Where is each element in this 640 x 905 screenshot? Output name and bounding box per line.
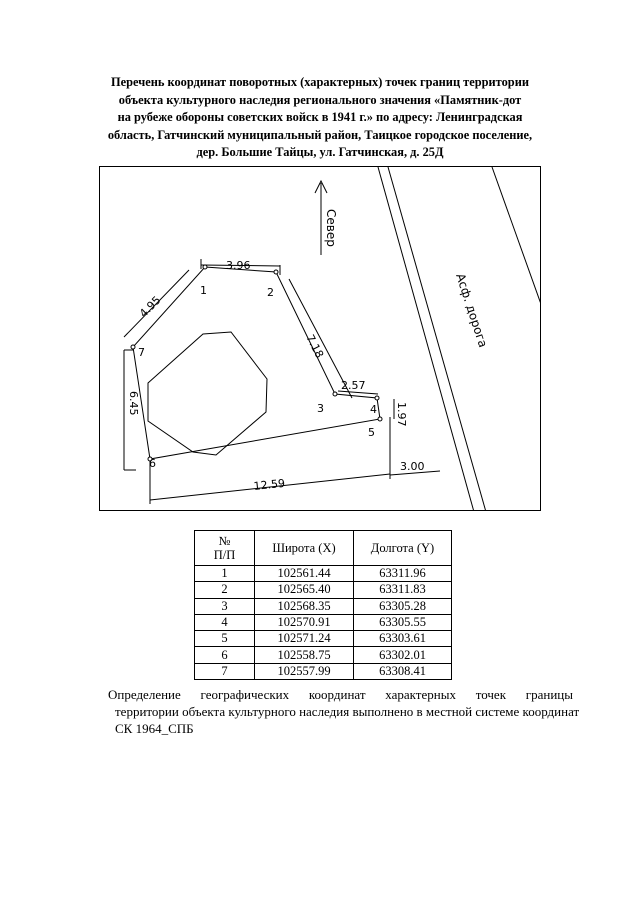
point-5-marker <box>378 417 382 421</box>
cell-latitude: 102558.75 <box>255 647 354 663</box>
title-line-4: область, Гатчинский муниципальный район, Таицкое городское поселение, <box>107 127 533 142</box>
cell-number: 1 <box>195 566 255 582</box>
cell-latitude: 102570.91 <box>255 614 354 630</box>
point-label-4: 4 <box>370 403 377 416</box>
cell-number: 6 <box>195 647 255 663</box>
cell-longitude: 63311.96 <box>354 566 452 582</box>
cell-number: 7 <box>195 663 255 679</box>
cell-number: 2 <box>195 582 255 598</box>
cell-longitude: 63305.28 <box>354 598 452 614</box>
cell-longitude: 63302.01 <box>354 647 452 663</box>
table-row <box>195 582 452 598</box>
cell-number: 5 <box>195 631 255 647</box>
cell-latitude: 102557.99 <box>255 663 354 679</box>
header-number-label: П/П <box>213 548 236 562</box>
table-row <box>195 631 452 647</box>
cell-longitude: 63305.55 <box>354 614 452 630</box>
road-edge-right <box>492 167 541 307</box>
cell-latitude: 102561.44 <box>255 566 354 582</box>
point-label-6: 6 <box>149 457 156 470</box>
point-label-2: 2 <box>267 286 274 299</box>
road-label: Асф. дорога <box>453 271 491 350</box>
table-header-row <box>195 531 452 566</box>
point-label-3: 3 <box>317 402 324 415</box>
cell-longitude: 63303.61 <box>354 631 452 647</box>
point-4-marker <box>375 396 379 400</box>
title-line-5: дер. Большие Тайцы, ул. Гатчинская, д. 25Д <box>196 145 444 159</box>
cell-longitude: 63311.83 <box>354 582 452 598</box>
table-row <box>195 614 452 630</box>
cell-latitude: 102565.40 <box>255 582 354 598</box>
point-2-marker <box>274 270 278 274</box>
document-title <box>60 74 580 162</box>
point-1-marker <box>203 265 207 269</box>
road-edge-left <box>378 167 474 511</box>
coordinates-table <box>194 530 452 680</box>
table-row <box>195 598 452 614</box>
header-number-symbol: № <box>218 534 231 548</box>
dim-label-5: 3.00 <box>400 460 425 473</box>
dim-label-34: 2.57 <box>341 379 366 392</box>
title-line-1: Перечень координат поворотных (характерных) точек границ территории <box>111 75 529 89</box>
site-plan <box>99 166 541 511</box>
point-7-marker <box>131 345 135 349</box>
point-label-1: 1 <box>200 284 207 297</box>
dim-label-45: 1.97 <box>395 402 408 427</box>
point-label-5: 5 <box>368 426 375 439</box>
site-plan-drawing <box>100 167 541 511</box>
note-line-3: СК 1964_СПБ <box>115 721 194 736</box>
title-line-2: объекта культурного наследия регионального значения «Памятник-дот <box>118 92 522 107</box>
table-row <box>195 647 452 663</box>
cell-latitude: 102568.35 <box>255 598 354 614</box>
note-line-1: Определение географических координат характерных точек границы <box>108 687 573 702</box>
dim-label-67: 6.45 <box>127 391 140 416</box>
point-label-7: 7 <box>138 346 145 359</box>
table-row <box>195 663 452 679</box>
note-line-2: территории объекта культурного наследия выполнено в местной системе координат <box>115 704 580 719</box>
bunker-outline <box>148 332 267 455</box>
dim-label-56: 12.59 <box>252 476 286 493</box>
dim-label-71: 4.95 <box>136 293 164 321</box>
cell-number: 3 <box>195 598 255 614</box>
north-label: Север <box>324 209 338 247</box>
dim-label-23: 7.18 <box>303 332 327 361</box>
cell-latitude: 102571.24 <box>255 631 354 647</box>
title-line-3: на рубеже обороны советских войск в 1941 г.» по адресу: Ленинградская <box>117 110 523 124</box>
coordinate-system-note <box>108 686 599 737</box>
dim-label-12: 3.96 <box>226 259 251 272</box>
cell-number: 4 <box>195 614 255 630</box>
point-3-marker <box>333 392 337 396</box>
table-row <box>195 566 452 582</box>
cell-longitude: 63308.41 <box>354 663 452 679</box>
header-number <box>195 531 255 566</box>
header-longitude: Долгота (Y) <box>354 531 452 566</box>
header-latitude: Широта (X) <box>255 531 354 566</box>
